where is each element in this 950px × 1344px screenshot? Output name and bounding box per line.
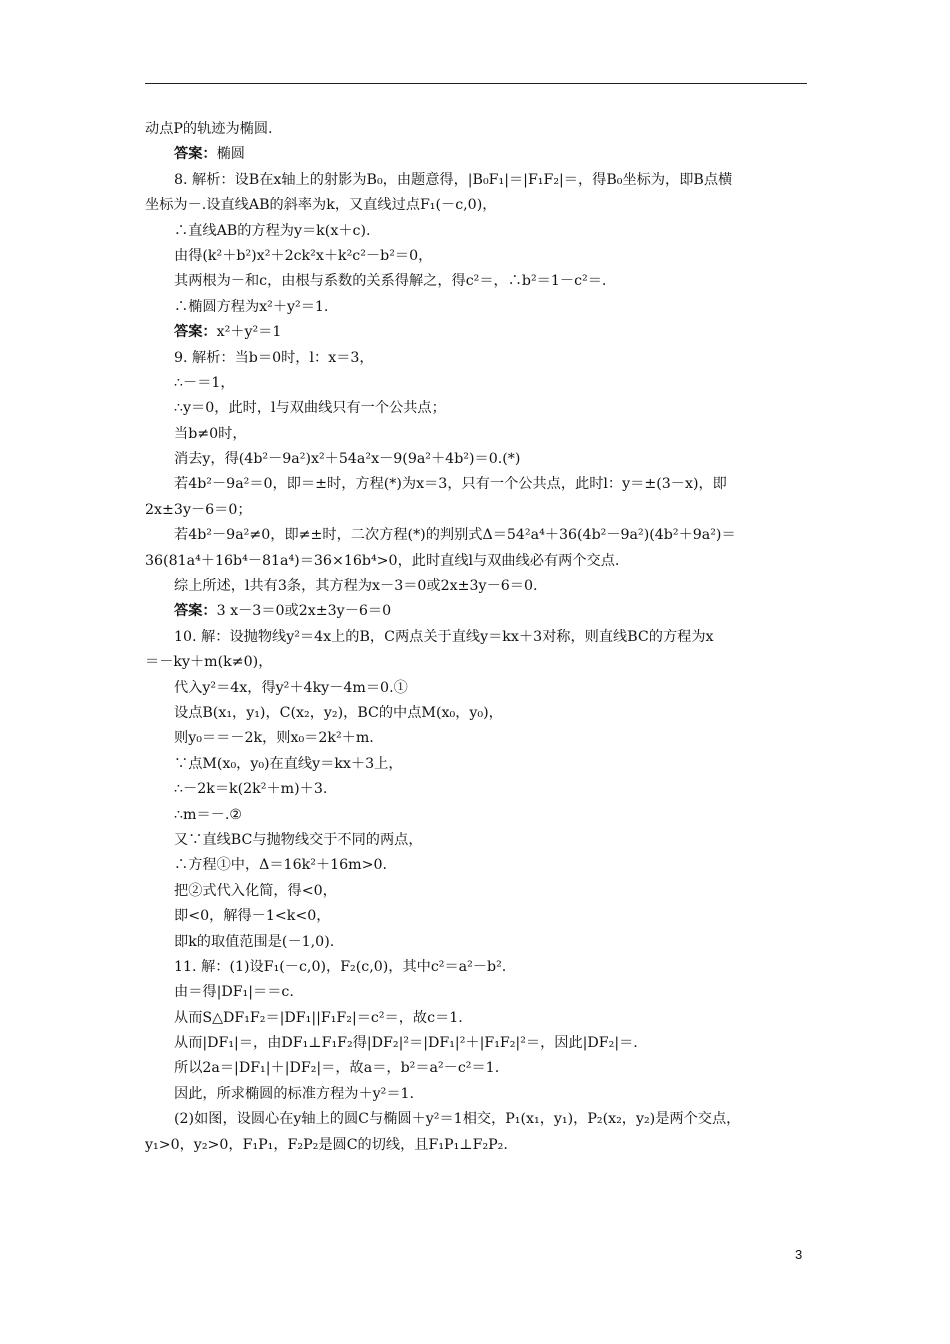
- line-text: 10. 解：设抛物线y²＝4x上的B，C两点关于直线y＝kx＋3对称，则直线BC的方程为x: [174, 628, 714, 645]
- text-line: [145, 879, 807, 904]
- line-text: 若4b²－9a²＝0，即＝±时，方程(*)为x＝3，只有一个公共点，此时l：y＝±(3－x)，即: [174, 476, 727, 493]
- line-text: 从而|DF₁|＝，由DF₁⊥F₁F₂得|DF₂|²＝|DF₁|²＋|F₁F₂|²＝，因此|DF₂|＝.: [174, 1035, 638, 1052]
- text-line: [145, 980, 807, 1005]
- line-text: ∴－2k＝k(2k²＋m)＋3.: [174, 781, 328, 798]
- text-line: [145, 777, 807, 802]
- document-body: [145, 117, 807, 1158]
- line-text: 动点P的轨迹为椭圆.: [145, 121, 273, 137]
- text-line: [145, 269, 807, 294]
- text-line: [145, 803, 807, 828]
- line-text: 2x±3y－6＝0；: [145, 501, 252, 518]
- text-line: [145, 523, 807, 548]
- text-line: [145, 853, 807, 878]
- line-text: y₁>0，y₂>0，F₁P₁，F₂P₂是圆C的切线，且F₁P₁⊥F₂P₂.: [145, 1136, 508, 1153]
- text-line: [145, 752, 807, 777]
- text-line: [145, 193, 807, 218]
- line-text: 8. 解析：设B在x轴上的射影为B₀，由题意得，|B₀F₁|＝|F₁F₂|＝，得B₀坐标为，即B点横: [174, 171, 733, 188]
- text-line: [145, 346, 807, 371]
- line-text: 所以2a＝|DF₁|＋|DF₂|＝，故a＝，b²＝a²－c²＝1.: [174, 1060, 500, 1077]
- line-text: 坐标为－.设直线AB的斜率为k，又直线过点F₁(－c,0)，: [145, 197, 497, 214]
- line-text: ∴椭圆方程为x²＋y²＝1.: [174, 298, 329, 315]
- line-text: ＝－ky＋m(k≠0)，: [145, 654, 273, 671]
- page-number: 3: [795, 1247, 803, 1262]
- text-line: [145, 142, 807, 167]
- line-text: ∴方程①中，Δ＝16k²＋16m>0.: [174, 857, 388, 874]
- line-text: 由＝得|DF₁|＝＝c.: [174, 984, 294, 1001]
- line-text: 又∵直线BC与抛物线交于不同的两点，: [174, 831, 423, 848]
- text-line: [145, 625, 807, 650]
- text-line: [145, 498, 807, 523]
- line-text: 若4b²－9a²≠0，即≠±时，二次方程(*)的判别式Δ＝54²a⁴＋36(4b²－9a²)(4b²＋9a²)＝: [174, 527, 736, 544]
- line-text: 即<0，解得－1<k<0，: [174, 908, 331, 925]
- text-line: [145, 701, 807, 726]
- line-text: 因此，所求椭圆的标准方程为＋y²＝1.: [174, 1085, 415, 1102]
- line-text: 则y₀＝＝－2k，则x₀＝2k²＋m.: [174, 730, 374, 747]
- line-text: 把②式代入化简，得<0，: [174, 882, 337, 899]
- text-line: [145, 1031, 807, 1056]
- text-line: [145, 1107, 807, 1132]
- line-text: 3 x－3＝0或2x±3y－6＝0: [216, 603, 392, 620]
- text-line: [145, 1056, 807, 1081]
- text-line: [145, 219, 807, 244]
- text-line: [145, 599, 807, 624]
- text-line: [145, 168, 807, 193]
- line-text: ∴m＝－.②: [174, 806, 243, 823]
- line-text: 设点B(x₁，y₁)，C(x₂，y₂)，BC的中点M(x₀，y₀)，: [174, 704, 503, 721]
- text-line: [145, 320, 807, 345]
- text-line: [145, 676, 807, 701]
- text-line: [145, 930, 807, 955]
- line-text: 当b≠0时，: [174, 425, 247, 442]
- text-line: [145, 828, 807, 853]
- text-line: [145, 650, 807, 675]
- text-line: [145, 295, 807, 320]
- line-text: 椭圆: [216, 146, 245, 163]
- text-line: [145, 1082, 807, 1107]
- text-line: [145, 447, 807, 472]
- text-line: [145, 904, 807, 929]
- line-text: x²＋y²＝1: [216, 324, 282, 341]
- answer-label: 答案：: [174, 146, 217, 163]
- text-line: [145, 244, 807, 269]
- line-text: 代入y²＝4x，得y²＋4ky－4m＝0.①: [174, 679, 408, 696]
- line-text: 36(81a⁴＋16b⁴－81a⁴)＝36×16b⁴>0，此时直线l与双曲线必有两个交点.: [145, 552, 620, 569]
- text-line: [145, 117, 807, 142]
- text-line: [145, 955, 807, 980]
- line-text: ∴－＝1，: [174, 374, 235, 391]
- header-rule: [145, 83, 807, 84]
- text-line: [145, 549, 807, 574]
- line-text: 由得(k²＋b²)x²＋2ck²x＋k²c²－b²＝0，: [174, 247, 433, 264]
- text-line: [145, 371, 807, 396]
- line-text: (2)如图，设圆心在y轴上的圆C与椭圆＋y²＝1相交，P₁(x₁，y₁)，P₂(x₂，y₂)是两个交点，: [174, 1111, 741, 1128]
- text-line: [145, 396, 807, 421]
- line-text: 综上所述，l共有3条，其方程为x－3＝0或2x±3y－6＝0.: [174, 578, 538, 595]
- text-line: [145, 422, 807, 447]
- line-text: 即k的取值范围是(－1,0).: [174, 933, 335, 950]
- line-text: 9. 解析：当b＝0时，l：x＝3，: [174, 349, 374, 366]
- text-line: [145, 574, 807, 599]
- text-line: [145, 726, 807, 751]
- answer-label: 答案：: [174, 324, 217, 341]
- text-line: [145, 1133, 807, 1158]
- line-text: ∴y＝0，此时，l与双曲线只有一个公共点；: [174, 400, 446, 417]
- text-line: [145, 1006, 807, 1031]
- line-text: 从而S△DF₁F₂＝|DF₁||F₁F₂|＝c²＝，故c＝1.: [174, 1009, 463, 1026]
- line-text: 11. 解：(1)设F₁(－c,0)，F₂(c,0)，其中c²＝a²－b².: [174, 958, 507, 975]
- text-line: [145, 472, 807, 497]
- line-text: 消去y，得(4b²－9a²)x²＋54a²x－9(9a²＋4b²)＝0.(*): [174, 451, 521, 468]
- line-text: ∵点M(x₀，y₀)在直线y＝kx＋3上，: [174, 755, 403, 772]
- answer-label: 答案：: [174, 603, 217, 620]
- line-text: ∴直线AB的方程为y＝k(x＋c).: [174, 222, 371, 239]
- line-text: 其两根为－和c，由根与系数的关系得解之，得c²＝，∴b²＝1－c²＝.: [174, 273, 607, 290]
